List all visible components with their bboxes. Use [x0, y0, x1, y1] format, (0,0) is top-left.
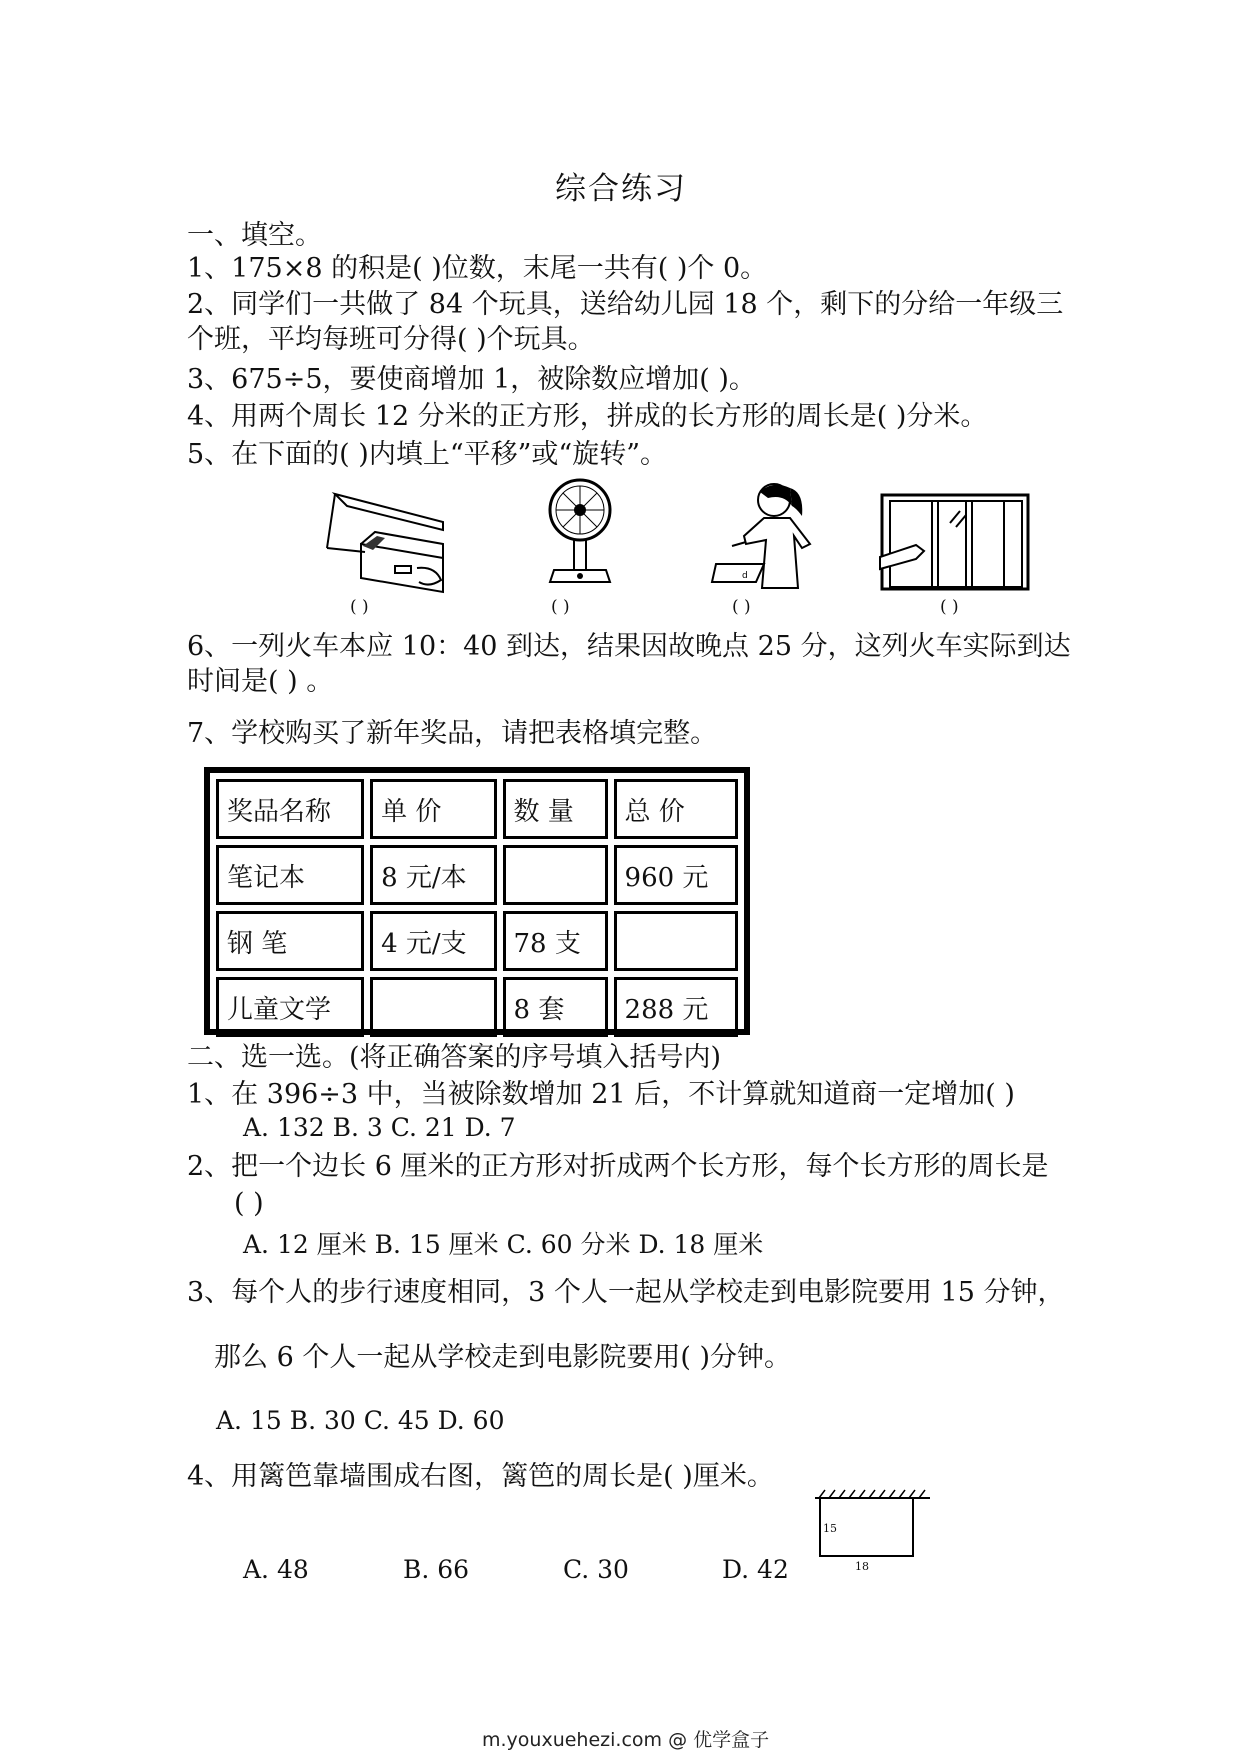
question-2-2-line1: 2、把一个边长 6 厘米的正方形对折成两个长方形，每个长方形的周长是 [187, 1151, 1049, 1182]
q4-option-c: C. 30 [563, 1555, 629, 1584]
q5-caption-1: ( ) [350, 597, 369, 617]
window-picture [880, 493, 1030, 591]
question-2-1: 1、在 396÷3 中，当被除数增加 21 后，不计算就知道商一定增加( ) [187, 1079, 1015, 1110]
page-title: 综合练习 [555, 171, 687, 207]
table-cell [503, 845, 608, 905]
question-2-3-options: A. 15 B. 30 C. 45 D. 60 [216, 1406, 505, 1435]
question-1-4: 4、用两个周长 12 分米的正方形，拼成的长方形的周长是( )分米。 [187, 401, 988, 432]
girl-picture [712, 478, 832, 593]
table-header-cell: 总 价 [614, 779, 738, 839]
question-1-2-line1: 2、同学们一共做了 84 个玩具，送给幼儿园 18 个，剩下的分给一年级三 [187, 289, 1064, 320]
table-cell: 960 元 [614, 845, 738, 905]
table-cell: 78 支 [503, 911, 608, 971]
fence-bottom-label: 18 [855, 1560, 869, 1573]
table-header-cell: 单 价 [370, 779, 496, 839]
question-2-2-options: A. 12 厘米 B. 15 厘米 C. 60 分米 D. 18 厘米 [243, 1230, 764, 1259]
table-cell: 4 元/支 [370, 911, 496, 971]
table-header-row [216, 779, 738, 839]
question-1-6-line2: 时间是( ) 。 [187, 666, 334, 697]
drawer-picture [325, 488, 455, 593]
table-cell [614, 911, 738, 971]
svg-text:d: d [742, 571, 748, 581]
table-cell: 儿童文学 [216, 977, 364, 1037]
table-header-cell: 数 量 [503, 779, 608, 839]
q4-option-d: D. 42 [722, 1555, 789, 1584]
q4-option-a: A. 48 [243, 1555, 309, 1584]
section2-heading: 二、选一选。(将正确答案的序号填入括号内) [187, 1042, 722, 1073]
question-2-3-line1: 3、每个人的步行速度相同，3 个人一起从学校走到电影院要用 15 分钟， [187, 1277, 1065, 1308]
question-1-7: 7、学校购买了新年奖品，请把表格填完整。 [187, 718, 718, 749]
table-header-cell: 奖品名称 [216, 779, 364, 839]
question-1-3: 3、675÷5，要使商增加 1，被除数应增加( )。 [187, 364, 756, 395]
table-row [216, 977, 738, 1037]
question-1-1: 1、175×8 的积是( )位数，末尾一共有( )个 0。 [187, 253, 768, 284]
fan-picture [540, 478, 620, 588]
q5-caption-2: ( ) [551, 597, 570, 617]
question-2-2-line2: ( ) [234, 1188, 264, 1219]
question-2-3-line2: 那么 6 个人一起从学校走到电影院要用( )分钟。 [214, 1342, 791, 1373]
question-1-5: 5、在下面的( )内填上“平移”或“旋转”。 [187, 439, 668, 470]
question-2-4: 4、用篱笆靠墙围成右图，篱笆的周长是( )厘米。 [187, 1461, 774, 1492]
prize-table [204, 767, 750, 1035]
table-cell: 8 套 [503, 977, 608, 1037]
question-1-6-line1: 6、一列火车本应 10：40 到达，结果因故晚点 25 分，这列火车实际到达 [187, 631, 1071, 662]
footer-watermark: m.youxuehezi.com @ 优学盒子 [482, 1729, 770, 1751]
q4-option-b: B. 66 [403, 1555, 470, 1584]
section1-heading: 一、填空。 [187, 220, 322, 251]
table-cell: 8 元/本 [370, 845, 496, 905]
table-cell: 288 元 [614, 977, 738, 1037]
q5-caption-3: ( ) [732, 597, 751, 617]
fence-side-label: 15 [823, 1522, 837, 1535]
table-cell: 钢 笔 [216, 911, 364, 971]
table-row [216, 845, 738, 905]
table-cell [370, 977, 496, 1037]
q5-caption-4: ( ) [940, 597, 959, 617]
table-row [216, 911, 738, 971]
question-2-1-options: A. 132 B. 3 C. 21 D. 7 [243, 1113, 516, 1142]
table-cell: 笔记本 [216, 845, 364, 905]
question-1-2-line2: 个班，平均每班可分得( )个玩具。 [187, 324, 595, 355]
